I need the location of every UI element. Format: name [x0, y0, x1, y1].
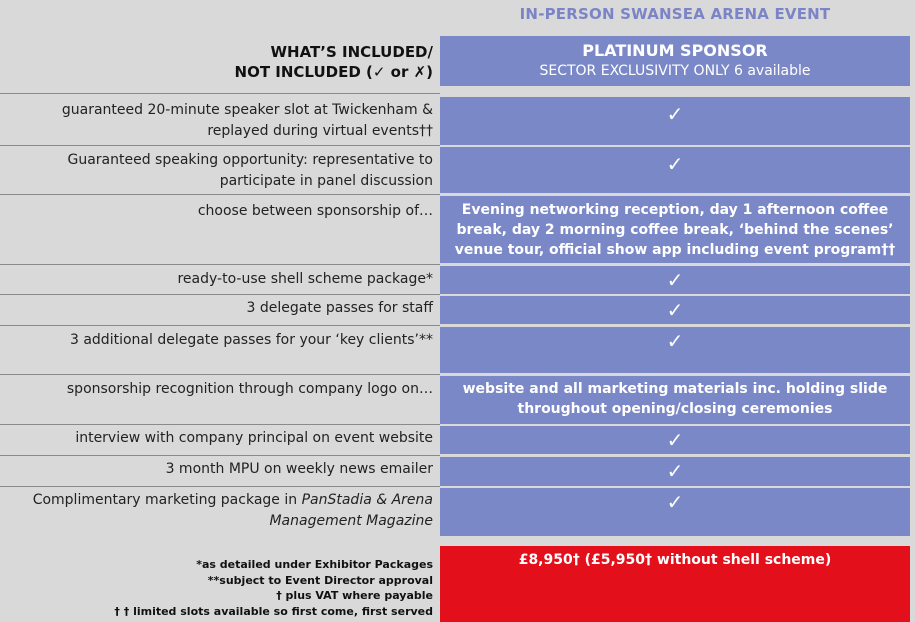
divider [0, 424, 440, 425]
table-row [0, 147, 910, 193]
row-label: 3 additional delegate passes for your ‘key clients’** [69, 332, 433, 348]
table-row [0, 327, 910, 373]
check-icon: ✓ [440, 426, 910, 454]
check-icon: ✓ [440, 327, 910, 373]
divider [0, 194, 440, 195]
divider [0, 325, 440, 326]
row-label: Guaranteed speaking opportunity: representative to participate in panel discussion [67, 152, 433, 189]
check-icon: ✓ [440, 147, 910, 193]
table-row [0, 97, 910, 145]
row-label-text: Complimentary marketing package in [32, 492, 302, 508]
included-header-line1: WHAT’S INCLUDED/ [270, 43, 433, 61]
tier-note: SECTOR EXCLUSIVITY ONLY 6 available [539, 63, 811, 79]
divider [0, 93, 440, 94]
row-label-publication: PanStadia & Arena Management Magazine [269, 492, 433, 529]
tier-name: PLATINUM SPONSOR [582, 41, 768, 60]
row-label: 3 delegate passes for staff [246, 300, 433, 316]
row-value: Evening networking reception, day 1 afternoon coffee break, day 2 morning coffee break, ‘behind the scenes’ venue tour, official show app including event program†† [440, 196, 910, 263]
check-icon: ✓ [440, 296, 910, 324]
table-row [0, 376, 910, 424]
row-value: website and all marketing materials inc. holding slide throughout opening/closing ceremonies [440, 376, 910, 424]
check-icon: ✓ [440, 266, 910, 294]
row-label: choose between sponsorship of… [197, 203, 433, 219]
row-label [0, 488, 433, 536]
row-label: guaranteed 20-minute speaker slot at Twickenham & replayed during virtual events†† [61, 102, 433, 139]
included-header-line2: NOT INCLUDED (✓ or ✗) [234, 63, 433, 81]
row-label: ready-to-use shell scheme package* [177, 271, 433, 287]
check-icon: ✓ [440, 97, 910, 145]
row-label: interview with company principal on event website [75, 430, 433, 446]
row-label: sponsorship recognition through company logo on… [66, 381, 433, 397]
tier-header [440, 36, 910, 86]
divider [0, 145, 440, 146]
footnote: **subject to Event Director approval [207, 573, 433, 587]
included-header [0, 40, 433, 86]
divider [0, 374, 440, 375]
table-row [0, 296, 910, 324]
footnotes [0, 557, 433, 619]
divider [0, 455, 440, 456]
divider [0, 294, 440, 295]
check-icon: ✓ [440, 488, 910, 536]
divider [0, 486, 440, 487]
check-icon: ✓ [440, 457, 910, 486]
price-box: £8,950† (£5,950† without shell scheme) [440, 546, 910, 622]
footnote: † plus VAT where payable [276, 589, 433, 602]
table-row [0, 196, 910, 263]
footnote: *as detailed under Exhibitor Packages [196, 558, 433, 571]
row-label: 3 month MPU on weekly news emailer [165, 461, 433, 477]
table-row [0, 488, 910, 536]
divider [0, 264, 440, 265]
table-row [0, 457, 910, 486]
footnote: † † limited slots available so first come, first served [114, 604, 433, 618]
event-title: IN-PERSON SWANSEA ARENA EVENT [519, 5, 831, 23]
table-row [0, 426, 910, 454]
table-row [0, 266, 910, 294]
